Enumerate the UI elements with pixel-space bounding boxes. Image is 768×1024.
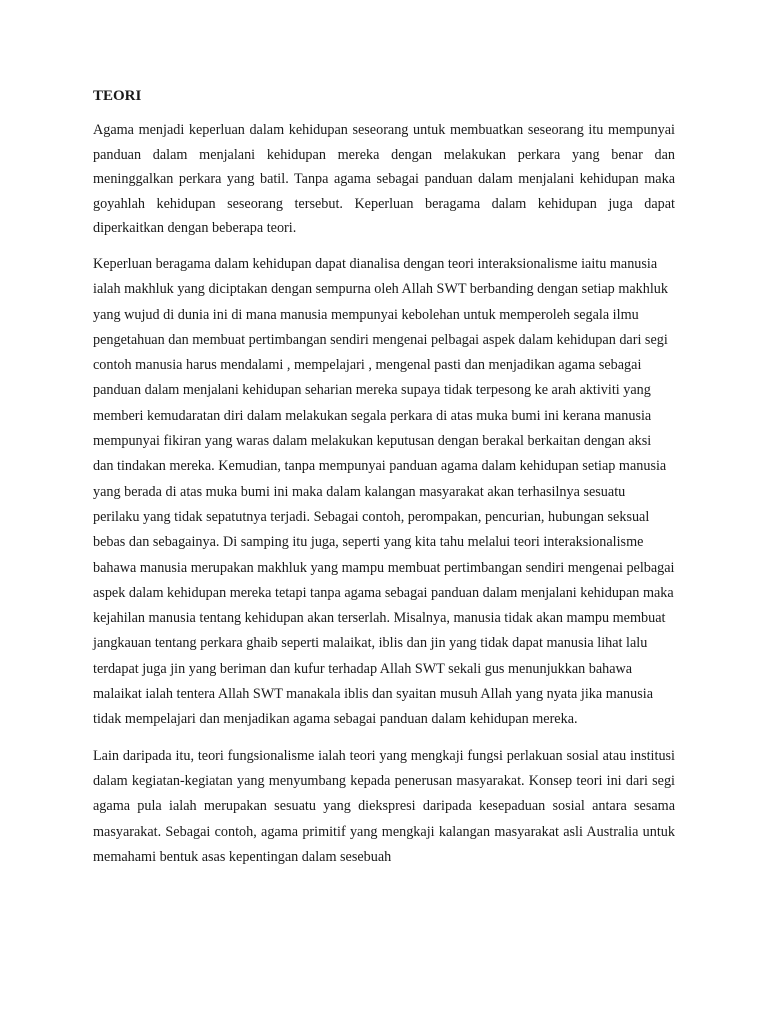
document-body [93,86,675,871]
paragraph-1: Agama menjadi keperluan dalam kehidupan seseorang untuk membuatkan seseorang itu mempunyai panduan dalam menjalani kehidupan mereka dengan melakukan perkara yang benar dan meninggalkan perkara yang batil. Tanpa agama sebagai panduan dalam menjalani kehidupan maka goyahlah kehidupan seseorang tersebut. Keperluan beragama dalam kehidupan juga dapat diperkaitkan dengan beberapa teori. [93,122,675,237]
section-heading: TEORI [93,88,142,104]
paragraph-2: Keperluan beragama dalam kehidupan dapat dianalisa dengan teori interaksionalisme iaitu manusia ialah makhluk yang diciptakan dengan sempurna oleh Allah SWT berbanding dengan setiap makhluk yang wujud di dunia ini di mana manusia mempunyai kebolehan untuk memperoleh segala ilmu pengetahuan dan membuat pertimbangan sendiri mengenai pelbagai aspek dalam kehidupan dari segi contoh manusia harus mendalami , mempelajari , mengenal pasti dan menjadikan agama sebagai panduan dalam menjalani kehidupan seharian mereka supaya tidak terpesong ke arah aktiviti yang memberi kemudaratan diri dalam melakukan segala perkara di atas muka bumi ini kerana manusia mempunyai fikiran yang waras dalam melakukan keputusan dengan berakal berkaitan dengan aksi dan tindakan mereka. Kemudian, tanpa mempunyai panduan agama dalam kehidupan setiap manusia yang berada di atas muka bumi ini maka dalam kalangan masyarakat akan terhasilnya sesuatu perilaku yang tidak sepatutnya terjadi. Sebagai contoh, perompakan, pencurian, hubungan seksual bebas dan sebagainya. Di samping itu juga, seperti yang kita tahu melalui teori interaksionalisme bahawa manusia merupakan makhluk yang mampu membuat pertimbangan sendiri mengenai pelbagai aspek dalam kehidupan mereka tetapi tanpa agama sebagai panduan dalam menjalani kehidupan maka kejahilan manusia tentang kehidupan akan terserlah. Misalnya, manusia tidak akan mampu membuat jangkauan tentang perkara ghaib seperti malaikat, iblis dan jin yang tidak dapat manusia lihat lalu terdapat juga jin yang beriman dan kufur terhadap Allah SWT sekali gus menunjukkan bahawa malaikat ialah tentera Allah SWT manakala iblis dan syaitan musuh Allah yang nyata jika manusia tidak mempelajari dan menjadikan agama sebagai panduan dalam kehidupan mereka. [93,255,675,728]
paragraph-3: Lain daripada itu, teori fungsionalisme ialah teori yang mengkaji fungsi perlakuan sosial atau institusi dalam kegiatan-kegiatan yang menyumbang kepada penerusan masyarakat. Konsep teori ini dari segi agama pula ialah merupakan sesuatu yang diekspresi daripada kesepaduan sosial antara sesama masyarakat. Sebagai contoh, agama primitif yang mengkaji kalangan masyarakat asli Australia untuk memahami bentuk asas kepentingan dalam sesebuah [93,747,675,866]
